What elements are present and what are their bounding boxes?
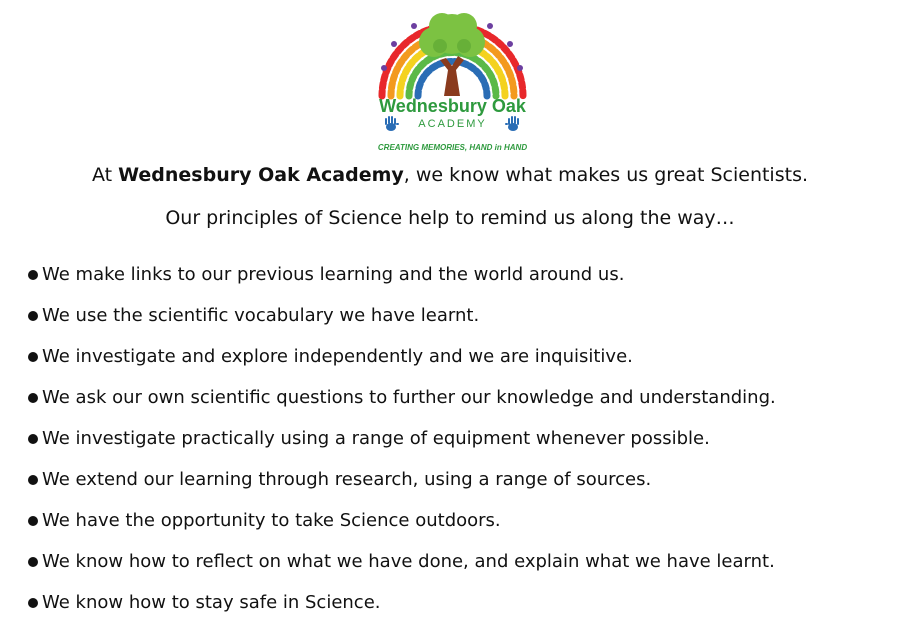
intro-text-before: At [91, 164, 119, 186]
principle-text: We ask our own scientific questions to further our knowledge and understanding. [42, 387, 776, 408]
principle-text: We investigate practically using a range of equipment whenever possible. [42, 428, 710, 449]
list-item [28, 336, 776, 377]
list-item [28, 500, 776, 541]
list-item [28, 582, 776, 623]
list-item [28, 377, 776, 418]
bullet-icon [28, 434, 38, 444]
intro-line-2: Our principles of Science help to remind us along the way… [165, 207, 735, 229]
school-logo [370, 8, 535, 156]
bullet-icon [28, 270, 38, 280]
logo-school-name: Wednesbury Oak [379, 96, 526, 116]
intro-text-after: , we know what makes us great Scientists. [403, 164, 809, 186]
list-item [28, 418, 776, 459]
principle-text: We know how to reflect on what we have done, and explain what we have learnt. [42, 551, 775, 572]
principle-text: We investigate and explore independently and we are inquisitive. [42, 346, 633, 367]
principle-text: We extend our learning through research, using a range of sources. [42, 469, 652, 490]
principle-text: We make links to our previous learning and the world around us. [42, 264, 625, 285]
list-item [28, 254, 776, 295]
list-item [28, 541, 776, 582]
school-name: Wednesbury Oak Academy [118, 164, 404, 186]
bullet-icon [28, 311, 38, 321]
bullet-icon [28, 598, 38, 608]
intro-line-1 [0, 164, 900, 186]
principles-list [28, 254, 776, 623]
list-item [28, 295, 776, 336]
list-item [28, 459, 776, 500]
bullet-icon [28, 557, 38, 567]
bullet-icon [28, 352, 38, 362]
principle-text: We use the scientific vocabulary we have learnt. [42, 305, 480, 326]
tree-rainbow-logo-icon [370, 8, 535, 100]
bullet-icon [28, 516, 38, 526]
handprint-icon [504, 116, 522, 132]
bullet-icon [28, 475, 38, 485]
principle-text: We have the opportunity to take Science outdoors. [42, 510, 501, 531]
logo-tagline: CREATING MEMORIES, HAND in HAND [377, 143, 528, 152]
bullet-icon [28, 393, 38, 403]
logo-subtitle: ACADEMY [418, 118, 487, 130]
principle-text: We know how to stay safe in Science. [42, 592, 381, 613]
